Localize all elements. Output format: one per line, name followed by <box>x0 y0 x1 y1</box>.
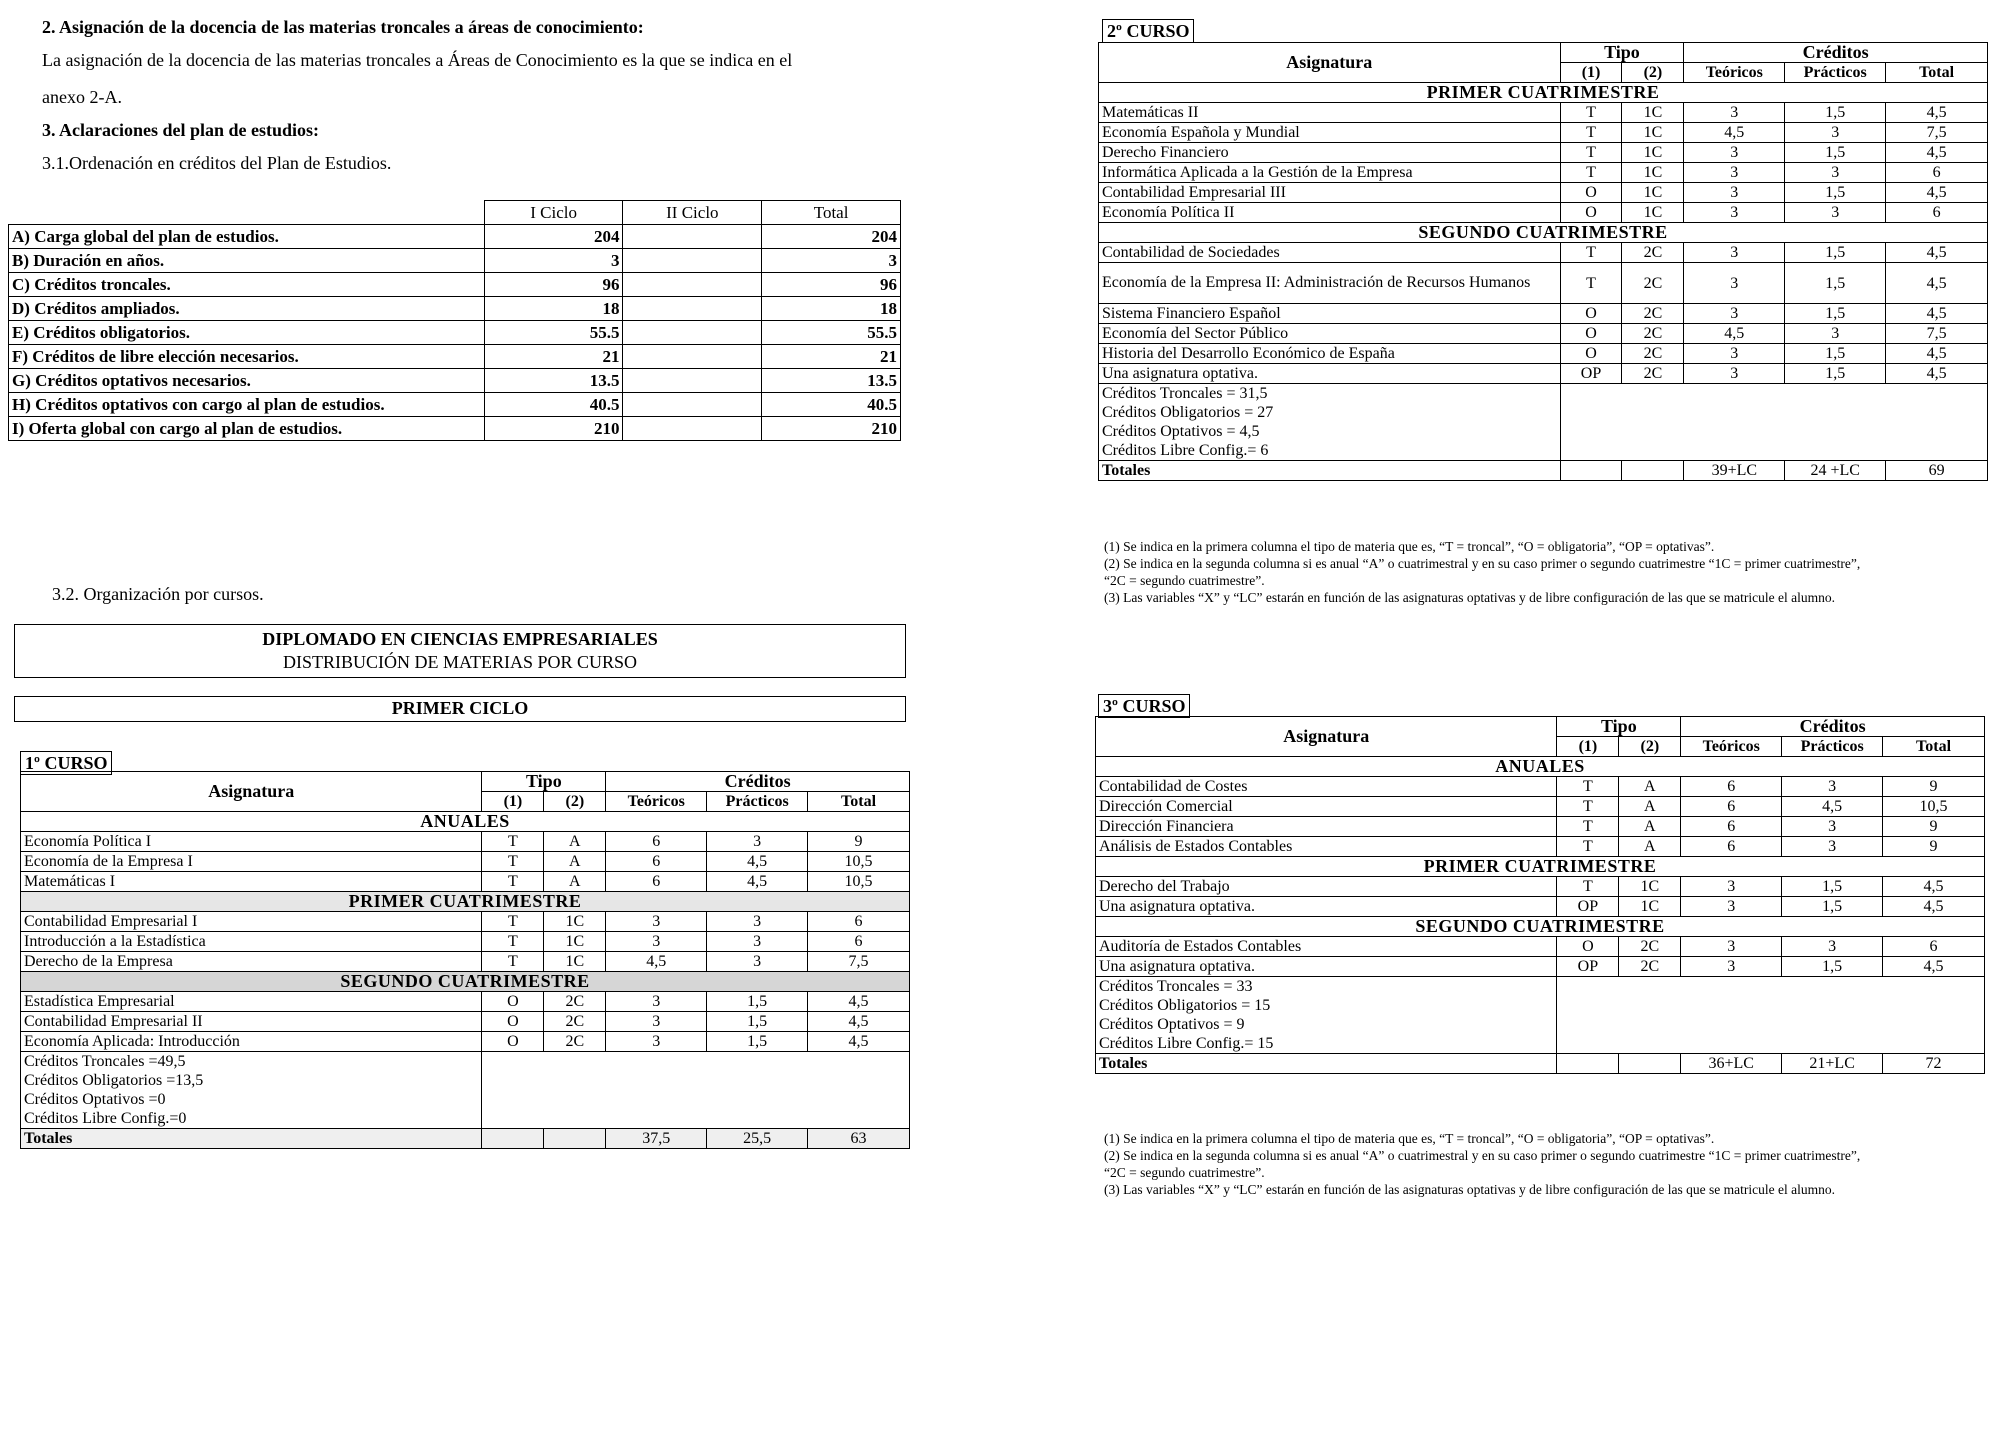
course-2-tag: 2º CURSO <box>1102 19 1194 43</box>
col-header: Créditos <box>1684 43 1988 63</box>
section-2-heading: 2. Asignación de la docencia de las materias troncales a áreas de conocimiento: <box>42 17 644 37</box>
table-row: G) Créditos optativos necesarios. 13.5 13.5 <box>9 369 901 393</box>
col-header: Asignatura <box>1096 717 1557 757</box>
col-header: Créditos <box>1681 717 1985 737</box>
footnote: (3) Las variables “X” y “LC” estarán en función de las asignaturas optativas y de libre configuración de las que se matricule el alumno. <box>1104 590 1835 605</box>
section-3-1-heading: 3.1.Ordenación en créditos del Plan de Estudios. <box>42 153 392 173</box>
summary-line: Créditos Obligatorios = 15 <box>1096 996 1557 1015</box>
footnote: (1) Se indica en la primera columna el tipo de materia que es, “T = troncal”, “O = obligatoria”, “OP = optativas”. <box>1104 1131 1715 1146</box>
col-header: (2) <box>544 792 606 812</box>
section-3-heading: 3. Aclaraciones del plan de estudios: <box>42 120 320 140</box>
table-row: C) Créditos troncales. 96 96 <box>9 273 901 297</box>
summary-line: Créditos Optativos = 9 <box>1096 1015 1557 1034</box>
table-row: Derecho Financiero T 1C 3 1,5 4,5 <box>1099 143 1988 163</box>
col-header: Asignatura <box>1099 43 1561 83</box>
col-header: Total <box>762 201 901 225</box>
table-row: Economía Española y Mundial T 1C 4,5 3 7,5 <box>1099 123 1988 143</box>
table-row: A) Carga global del plan de estudios. 204 204 <box>9 225 901 249</box>
col-header: Teóricos <box>1684 63 1785 83</box>
footnote: (3) Las variables “X” y “LC” estarán en función de las asignaturas optativas y de libre configuración de las que se matricule el alumno. <box>1104 1182 1835 1197</box>
table-row: Introducción a la Estadística T 1C 3 3 6 <box>21 932 910 952</box>
footnotes-2 <box>1104 538 1994 606</box>
table-row: Contabilidad Empresarial III O 1C 3 1,5 4,5 <box>1099 183 1988 203</box>
section-header: ANUALES <box>1096 757 1985 777</box>
table-row: Estadística Empresarial O 2C 3 1,5 4,5 <box>21 992 910 1012</box>
summary-line: Créditos Optativos =0 <box>21 1090 482 1109</box>
totals-row: Totales 37,5 25,5 63 <box>21 1129 910 1149</box>
diploma-title: DIPLOMADO EN CIENCIAS EMPRESARIALES <box>262 629 658 649</box>
diploma-subtitle: DISTRIBUCIÓN DE MATERIAS POR CURSO <box>282 652 638 672</box>
col-header: Asignatura <box>21 772 482 812</box>
table-row: Economía de la Empresa I T A 6 4,5 10,5 <box>21 852 910 872</box>
summary-line: Créditos Obligatorios = 27 <box>1099 403 1561 422</box>
table-row: F) Créditos de libre elección necesarios. 21 21 <box>9 345 901 369</box>
table-row: B) Duración en años. 3 3 <box>9 249 901 273</box>
summary-line: Créditos Troncales = 31,5 <box>1099 384 1561 404</box>
table-row: Una asignatura optativa. OP 1C 3 1,5 4,5 <box>1096 897 1985 917</box>
summary-line: Créditos Optativos = 4,5 <box>1099 422 1561 441</box>
course-1-table <box>20 771 910 1149</box>
col-header: (2) <box>1619 737 1681 757</box>
section-header: PRIMER CUATRIMESTRE <box>1099 83 1988 103</box>
col-header: (1) <box>1557 737 1619 757</box>
footnotes-3 <box>1104 1130 1994 1198</box>
table-row: Dirección Financiera T A 6 3 9 <box>1096 817 1985 837</box>
footnote: (2) Se indica en la segunda columna si es anual “A” o cuatrimestral y en su caso primer o segundo cuatrimestre “1C = primer cuatrimestre”, <box>1104 556 1861 571</box>
totals-row: Totales 39+LC 24 +LC 69 <box>1099 461 1988 481</box>
table-row: Informática Aplicada a la Gestión de la Empresa T 1C 3 3 6 <box>1099 163 1988 183</box>
totals-row: Totales 36+LC 21+LC 72 <box>1096 1054 1985 1074</box>
table-row: Economía Política I T A 6 3 9 <box>21 832 910 852</box>
section-2-paragraph-end: anexo 2-A. <box>42 87 122 107</box>
table-row: Contabilidad Empresarial II O 2C 3 1,5 4,5 <box>21 1012 910 1032</box>
col-header: Prácticos <box>1785 63 1886 83</box>
course-3-table <box>1095 716 1985 1074</box>
col-header: II Ciclo <box>623 201 762 225</box>
table-row: Economía de la Empresa II: Administración de Recursos Humanos T 2C 3 1,5 4,5 <box>1099 263 1988 304</box>
footnote: (2) Se indica en la segunda columna si es anual “A” o cuatrimestral y en su caso primer o segundo cuatrimestre “1C = primer cuatrimestre”, <box>1104 1148 1861 1163</box>
section-header: PRIMER CUATRIMESTRE <box>1096 857 1985 877</box>
course-2-table <box>1098 42 1988 481</box>
table-row: D) Créditos ampliados. 18 18 <box>9 297 901 321</box>
table-row: Una asignatura optativa. OP 2C 3 1,5 4,5 <box>1096 957 1985 977</box>
table-row: H) Créditos optativos con cargo al plan de estudios. 40.5 40.5 <box>9 393 901 417</box>
table-row: Matemáticas I T A 6 4,5 10,5 <box>21 872 910 892</box>
col-header: (2) <box>1622 63 1684 83</box>
table-row: Dirección Comercial T A 6 4,5 10,5 <box>1096 797 1985 817</box>
course-1-tag: 1º CURSO <box>20 751 112 775</box>
table-row: I) Oferta global con cargo al plan de estudios. 210 210 <box>9 417 901 441</box>
table-row: Derecho del Trabajo T 1C 3 1,5 4,5 <box>1096 877 1985 897</box>
table-row: Análisis de Estados Contables T A 6 3 9 <box>1096 837 1985 857</box>
table-row: Contabilidad de Sociedades T 2C 3 1,5 4,5 <box>1099 243 1988 263</box>
table-row: Sistema Financiero Español O 2C 3 1,5 4,5 <box>1099 304 1988 324</box>
footnote: (1) Se indica en la primera columna el tipo de materia que es, “T = troncal”, “O = obligatoria”, “OP = optativas”. <box>1104 539 1715 554</box>
col-header: Total <box>808 792 910 812</box>
col-header: Tipo <box>482 772 606 792</box>
section-header: SEGUNDO CUATRIMESTRE <box>1096 917 1985 937</box>
section-3-2-heading: 3.2. Organización por cursos. <box>52 584 264 604</box>
col-header: Tipo <box>1560 43 1684 63</box>
col-header: (1) <box>1560 63 1622 83</box>
summary-line: Créditos Troncales = 33 <box>1096 977 1557 997</box>
table-row: E) Créditos obligatorios. 55.5 55.5 <box>9 321 901 345</box>
footnote: “2C = segundo cuatrimestre”. <box>1104 573 1265 588</box>
footnote: “2C = segundo cuatrimestre”. <box>1104 1165 1265 1180</box>
summary-line: Créditos Libre Config.= 6 <box>1099 441 1561 461</box>
credits-table <box>8 200 901 441</box>
table-row: Matemáticas II T 1C 3 1,5 4,5 <box>1099 103 1988 123</box>
table-row: Economía Aplicada: Introducción O 2C 3 1,5 4,5 <box>21 1032 910 1052</box>
col-header: Teóricos <box>1681 737 1782 757</box>
col-header: Prácticos <box>707 792 808 812</box>
col-header: I Ciclo <box>484 201 623 225</box>
course-3-tag: 3º CURSO <box>1098 694 1190 718</box>
section-header: ANUALES <box>21 812 910 832</box>
summary-line: Créditos Obligatorios =13,5 <box>21 1071 482 1090</box>
table-row: Economía Política II O 1C 3 3 6 <box>1099 203 1988 223</box>
table-row: Historia del Desarrollo Económico de España O 2C 3 1,5 4,5 <box>1099 344 1988 364</box>
table-row: Auditoría de Estados Contables O 2C 3 3 6 <box>1096 937 1985 957</box>
col-header: (1) <box>482 792 544 812</box>
table-row: Contabilidad Empresarial I T 1C 3 3 6 <box>21 912 910 932</box>
col-header: Total <box>1886 63 1988 83</box>
diploma-title-box <box>14 624 906 678</box>
section-header: SEGUNDO CUATRIMESTRE <box>21 972 910 992</box>
summary-line: Créditos Libre Config.=0 <box>21 1109 482 1129</box>
col-header: Tipo <box>1557 717 1681 737</box>
col-header: Prácticos <box>1782 737 1883 757</box>
table-row: Economía del Sector Público O 2C 4,5 3 7,5 <box>1099 324 1988 344</box>
table-row: Derecho de la Empresa T 1C 4,5 3 7,5 <box>21 952 910 972</box>
section-header: PRIMER CUATRIMESTRE <box>21 892 910 912</box>
col-header: Total <box>1883 737 1985 757</box>
summary-line: Créditos Libre Config.= 15 <box>1096 1034 1557 1054</box>
section-header: SEGUNDO CUATRIMESTRE <box>1099 223 1988 243</box>
cycle-title: PRIMER CICLO <box>14 696 906 722</box>
table-row: Una asignatura optativa. OP 2C 3 1,5 4,5 <box>1099 364 1988 384</box>
col-header: Créditos <box>606 772 910 792</box>
section-2-paragraph: La asignación de la docencia de las materias troncales a Áreas de Conocimiento es la que se indica en el <box>42 50 793 70</box>
col-header: Teóricos <box>606 792 707 812</box>
table-row: Contabilidad de Costes T A 6 3 9 <box>1096 777 1985 797</box>
summary-line: Créditos Troncales =49,5 <box>21 1052 482 1072</box>
